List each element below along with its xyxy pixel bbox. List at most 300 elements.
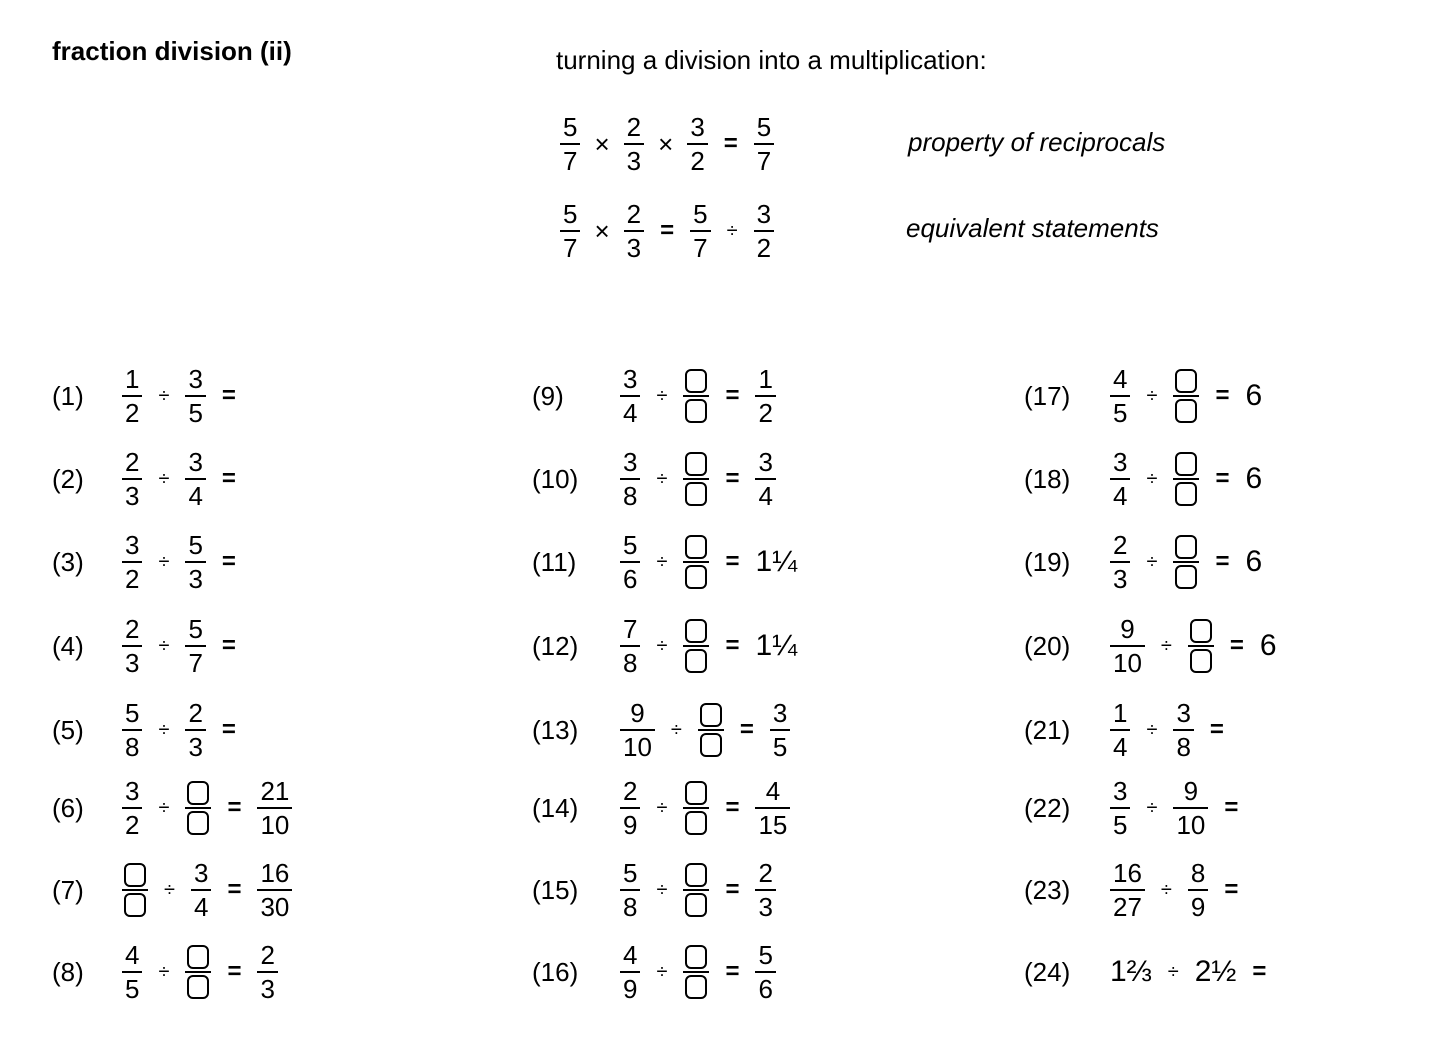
dividend (1110, 860, 1145, 920)
denominator: 15 (758, 810, 788, 840)
denominator: 9 (623, 810, 638, 840)
divisor (1173, 700, 1193, 760)
numerator: 2 (626, 112, 642, 142)
answer-box-denominator (1175, 565, 1197, 589)
divide-sign: ÷ (656, 796, 668, 819)
equals-sign: = (221, 716, 236, 743)
equals-sign: = (723, 130, 738, 157)
problem-number: (22) (1024, 793, 1071, 823)
answer-box-numerator (685, 535, 707, 559)
problem-number: (9) (532, 381, 564, 411)
problem-expression (1110, 698, 1240, 762)
denominator: 7 (563, 146, 578, 176)
problem-number: (8) (52, 957, 84, 987)
equals-sign: = (725, 382, 740, 409)
problem-expression (620, 698, 790, 762)
fraction-bar (1173, 561, 1199, 563)
denominator: 8 (623, 481, 638, 511)
equals-sign: = (221, 382, 236, 409)
numerator: 16 (260, 858, 290, 888)
numerator: 3 (1113, 776, 1128, 806)
dividend (1110, 532, 1130, 592)
numerator: 7 (623, 614, 638, 644)
fraction-bar (683, 645, 709, 647)
result (257, 778, 292, 838)
denominator: 2 (125, 398, 140, 428)
problem-expression (620, 776, 790, 840)
numerator: 2 (125, 614, 140, 644)
divisor[interactable] (1188, 617, 1214, 675)
denominator: 5 (1113, 810, 1128, 840)
fraction-bar (683, 561, 709, 563)
dividend (1110, 366, 1130, 426)
denominator: 27 (1113, 892, 1142, 922)
problem-number: (23) (1024, 875, 1071, 905)
denominator: 3 (626, 146, 642, 176)
answer-box-numerator (685, 369, 707, 393)
numerator: 9 (630, 698, 645, 728)
divide-sign: ÷ (656, 634, 668, 657)
divide-sign: ÷ (656, 550, 668, 573)
problem-expression (1110, 940, 1282, 1004)
problem-expression (1110, 858, 1254, 922)
equals-sign: = (221, 632, 236, 659)
answer-box-numerator (187, 781, 209, 805)
divisor[interactable] (1173, 533, 1199, 591)
problem-expression (620, 447, 776, 511)
equals-sign: = (1209, 716, 1224, 743)
divide-sign: ÷ (656, 960, 668, 983)
problem-expression (122, 530, 252, 594)
answer-box-denominator (187, 811, 209, 835)
problem-number: (12) (532, 631, 579, 661)
result: 6 (1245, 462, 1263, 495)
denominator: 5 (1113, 398, 1128, 428)
numerator: 4 (623, 940, 638, 970)
denominator: 3 (758, 892, 773, 922)
equals-sign: = (725, 794, 740, 821)
equals-sign: = (227, 958, 242, 985)
equals-sign: = (1215, 382, 1230, 409)
divisor[interactable] (683, 533, 709, 591)
answer-box-denominator (685, 565, 707, 589)
divisor (191, 860, 211, 920)
divide-sign: ÷ (158, 960, 170, 983)
denominator: 2 (690, 146, 705, 176)
numerator: 5 (125, 698, 140, 728)
answer-box-numerator (187, 945, 209, 969)
numerator: 3 (772, 698, 788, 728)
numerator: 2 (1113, 530, 1128, 560)
divide-sign: ÷ (1146, 718, 1158, 741)
numerator: 4 (1113, 364, 1128, 394)
answer-box-numerator (1190, 619, 1212, 643)
problem-expression (1110, 530, 1262, 594)
divisor[interactable] (683, 779, 709, 837)
equals-sign: = (725, 548, 740, 575)
times-sign: × (658, 128, 674, 159)
problem-number: (24) (1024, 957, 1071, 987)
dividend (122, 942, 142, 1002)
denominator: 3 (188, 732, 203, 762)
divide-sign: ÷ (158, 550, 170, 573)
divisor[interactable] (683, 450, 709, 508)
denominator: 3 (260, 974, 275, 1004)
problem-number: (15) (532, 875, 579, 905)
divide-sign: ÷ (158, 634, 170, 657)
equals-sign: = (227, 794, 242, 821)
fraction-bar (1173, 395, 1199, 397)
dividend (620, 942, 640, 1002)
numerator: 2 (758, 858, 773, 888)
problem-expression (620, 364, 776, 428)
problem-number: (10) (532, 464, 579, 494)
fraction (560, 201, 580, 261)
numerator: 3 (193, 858, 209, 888)
answer-box-numerator (685, 781, 707, 805)
result: 6 (1245, 379, 1263, 412)
divide-sign: ÷ (1146, 467, 1158, 490)
result (755, 366, 775, 426)
denominator: 3 (1113, 564, 1128, 594)
example-note-2: equivalent statements (906, 213, 1159, 243)
numerator: 3 (1113, 447, 1128, 477)
numerator: 3 (758, 447, 773, 477)
equals-sign: = (221, 465, 236, 492)
divide-sign: ÷ (1160, 878, 1172, 901)
denominator: 4 (188, 481, 203, 511)
denominator: 5 (772, 732, 788, 762)
denominator: 4 (1113, 732, 1128, 762)
divide-sign: ÷ (670, 718, 682, 741)
numerator: 5 (623, 858, 638, 888)
answer-box-denominator (685, 893, 707, 917)
equals-sign: = (1224, 794, 1239, 821)
example-equation-1 (560, 112, 774, 176)
problem-number: (4) (52, 631, 84, 661)
dividend (620, 449, 640, 509)
fraction-bar (698, 729, 724, 731)
problem-expression (620, 940, 776, 1004)
equals-sign: = (725, 465, 740, 492)
denominator: 4 (193, 892, 209, 922)
numerator: 5 (756, 112, 772, 142)
problem-number: (11) (532, 547, 577, 577)
divisor[interactable] (185, 943, 211, 1001)
denominator: 6 (623, 564, 638, 594)
divisor[interactable] (683, 367, 709, 425)
numerator: 3 (125, 776, 140, 806)
fraction (624, 201, 644, 261)
problem-expression (122, 940, 278, 1004)
fraction-bar (185, 971, 211, 973)
dividend (1110, 700, 1130, 760)
answer-box-denominator (685, 482, 707, 506)
numerator: 3 (623, 364, 638, 394)
dividend (122, 778, 142, 838)
dividend (620, 860, 640, 920)
problem-expression (1110, 614, 1277, 678)
denominator: 3 (125, 648, 140, 678)
equals-sign: = (1252, 958, 1267, 985)
result (755, 942, 775, 1002)
dividend (122, 616, 142, 676)
answer-box-numerator (685, 452, 707, 476)
problem-expression (122, 447, 252, 511)
problem-expression (122, 776, 292, 840)
denominator: 7 (563, 233, 578, 263)
answer-box-denominator (700, 733, 722, 757)
fraction-bar (683, 807, 709, 809)
divide-sign: ÷ (158, 718, 170, 741)
equals-sign: = (221, 548, 236, 575)
example-note-1: property of reciprocals (908, 127, 1166, 157)
result (755, 860, 775, 920)
numerator: 3 (1176, 698, 1191, 728)
problem-number: (7) (52, 875, 84, 905)
numerator: 3 (188, 364, 203, 394)
answer-box-numerator (1175, 452, 1197, 476)
denominator: 7 (693, 233, 708, 263)
numerator: 3 (188, 447, 203, 477)
numerator: 5 (563, 112, 578, 142)
numerator: 3 (623, 447, 638, 477)
fraction (560, 114, 580, 174)
divisor[interactable] (1173, 450, 1199, 508)
dividend: 1⅔ (1110, 955, 1152, 988)
fraction (624, 114, 644, 174)
problem-number: (1) (52, 381, 84, 411)
answer-box-numerator (685, 945, 707, 969)
problem-number: (20) (1024, 631, 1071, 661)
equals-sign: = (725, 876, 740, 903)
dividend (1110, 778, 1130, 838)
divisor[interactable] (1173, 367, 1199, 425)
fraction-bar (122, 889, 148, 891)
problem-expression (122, 858, 292, 922)
numerator: 5 (188, 530, 203, 560)
numerator: 3 (756, 199, 772, 229)
divide-sign: ÷ (158, 467, 170, 490)
problem-number: (3) (52, 547, 84, 577)
divide-sign: ÷ (158, 384, 170, 407)
numerator: 9 (1120, 614, 1135, 644)
numerator: 2 (260, 940, 275, 970)
denominator: 5 (125, 974, 140, 1004)
numerator: 1 (1113, 698, 1128, 728)
problem-expression (620, 614, 797, 678)
denominator: 4 (623, 398, 638, 428)
numerator: 1 (125, 364, 140, 394)
equals-sign: = (1215, 548, 1230, 575)
numerator: 1 (758, 364, 773, 394)
numerator: 21 (260, 776, 290, 806)
divisor[interactable] (683, 617, 709, 675)
problem-number: (17) (1024, 381, 1071, 411)
numerator: 9 (1183, 776, 1199, 806)
answer-box-numerator (1175, 535, 1197, 559)
problem-expression (1110, 447, 1262, 511)
divisor[interactable] (698, 701, 724, 759)
divide-sign: ÷ (1167, 960, 1179, 983)
result (755, 778, 790, 838)
fraction-bar (683, 889, 709, 891)
dividend (122, 449, 142, 509)
fraction (754, 201, 774, 261)
denominator: 10 (623, 732, 652, 762)
denominator: 7 (188, 648, 203, 678)
divide-sign: ÷ (656, 384, 668, 407)
dividend (620, 778, 640, 838)
equals-sign: = (725, 632, 740, 659)
denominator: 5 (188, 398, 203, 428)
result: 1¼ (755, 629, 798, 662)
numerator: 2 (626, 199, 642, 229)
fraction-bar (683, 971, 709, 973)
divide-sign: ÷ (158, 796, 170, 819)
denominator: 10 (1176, 810, 1206, 840)
denominator: 4 (758, 481, 773, 511)
denominator: 30 (260, 892, 290, 922)
numerator: 8 (1190, 858, 1206, 888)
result: 6 (1245, 545, 1263, 578)
dividend (1110, 616, 1145, 676)
dividend (1110, 449, 1130, 509)
equals-sign: = (227, 876, 242, 903)
denominator: 2 (125, 810, 140, 840)
fraction (690, 201, 710, 261)
denominator: 6 (758, 974, 773, 1004)
answer-box-denominator (1175, 399, 1197, 423)
dividend[interactable] (122, 861, 148, 919)
denominator: 7 (756, 146, 772, 176)
denominator: 8 (623, 892, 638, 922)
problem-expression (1110, 364, 1262, 428)
equals-sign: = (725, 958, 740, 985)
problem-expression (122, 364, 252, 428)
answer-box-numerator (685, 863, 707, 887)
divisor[interactable] (185, 779, 211, 837)
result: 1¼ (755, 545, 798, 578)
numerator: 4 (765, 776, 781, 806)
problem-number: (2) (52, 464, 84, 494)
problem-expression (122, 698, 252, 762)
divisor (185, 449, 205, 509)
page-title: fraction division (ii) (52, 36, 292, 66)
problem-number: (16) (532, 957, 579, 987)
divide-sign: ÷ (1146, 796, 1158, 819)
example-equation-2 (560, 199, 774, 263)
problem-expression (620, 530, 797, 594)
fraction-bar (1188, 645, 1214, 647)
problem-number: (19) (1024, 547, 1071, 577)
divisor (185, 366, 205, 426)
denominator: 2 (758, 398, 773, 428)
denominator: 9 (623, 974, 638, 1004)
divide-sign: ÷ (656, 878, 668, 901)
numerator: 5 (758, 940, 773, 970)
denominator: 2 (756, 233, 772, 263)
dividend (122, 532, 142, 592)
problem-expression (620, 858, 776, 922)
dividend (122, 366, 142, 426)
numerator: 3 (690, 112, 705, 142)
numerator: 5 (563, 199, 578, 229)
answer-box-denominator (685, 649, 707, 673)
answer-box-denominator (685, 399, 707, 423)
answer-box-denominator (1190, 649, 1212, 673)
problem-number: (6) (52, 793, 84, 823)
divide-sign: ÷ (1146, 384, 1158, 407)
denominator: 9 (1190, 892, 1206, 922)
numerator: 5 (693, 199, 708, 229)
denominator: 8 (623, 648, 638, 678)
problem-expression (122, 614, 252, 678)
section-subtitle: turning a division into a multiplication: (556, 45, 987, 75)
result (770, 700, 790, 760)
numerator: 2 (125, 447, 140, 477)
numerator: 4 (125, 940, 140, 970)
equals-sign: = (1224, 876, 1239, 903)
fraction-bar (683, 395, 709, 397)
denominator: 10 (1113, 648, 1142, 678)
times-sign: × (594, 215, 610, 246)
answer-box-denominator (124, 893, 146, 917)
equals-sign: = (1215, 465, 1230, 492)
problem-expression (1110, 776, 1254, 840)
numerator: 3 (125, 530, 140, 560)
divisor (185, 532, 205, 592)
times-sign: × (594, 128, 610, 159)
denominator: 10 (260, 810, 290, 840)
answer-box-denominator (187, 975, 209, 999)
denominator: 8 (1176, 732, 1191, 762)
divisor[interactable] (683, 943, 709, 1001)
equals-sign: = (1229, 632, 1244, 659)
divisor: 2½ (1194, 955, 1237, 988)
dividend (620, 532, 640, 592)
result: 6 (1259, 629, 1277, 662)
divisor (185, 700, 205, 760)
equals-sign: = (660, 217, 675, 244)
problem-number: (18) (1024, 464, 1071, 494)
divisor (1173, 778, 1208, 838)
result (755, 449, 775, 509)
dividend (122, 700, 142, 760)
numerator: 2 (623, 776, 638, 806)
denominator: 8 (125, 732, 140, 762)
divide-sign: ÷ (1146, 550, 1158, 573)
fraction-bar (683, 478, 709, 480)
dividend (620, 700, 655, 760)
divisor[interactable] (683, 861, 709, 919)
denominator: 3 (626, 233, 642, 263)
answer-box-denominator (1175, 482, 1197, 506)
answer-box-numerator (1175, 369, 1197, 393)
divide-sign: ÷ (726, 219, 738, 242)
denominator: 4 (1113, 481, 1128, 511)
result (257, 942, 277, 1002)
denominator: 2 (125, 564, 140, 594)
divisor (1188, 860, 1208, 920)
answer-box-denominator (685, 975, 707, 999)
answer-box-numerator (700, 703, 722, 727)
numerator: 16 (1113, 858, 1142, 888)
numerator: 2 (188, 698, 203, 728)
problem-number: (5) (52, 715, 84, 745)
problem-number: (13) (532, 715, 579, 745)
divide-sign: ÷ (656, 467, 668, 490)
